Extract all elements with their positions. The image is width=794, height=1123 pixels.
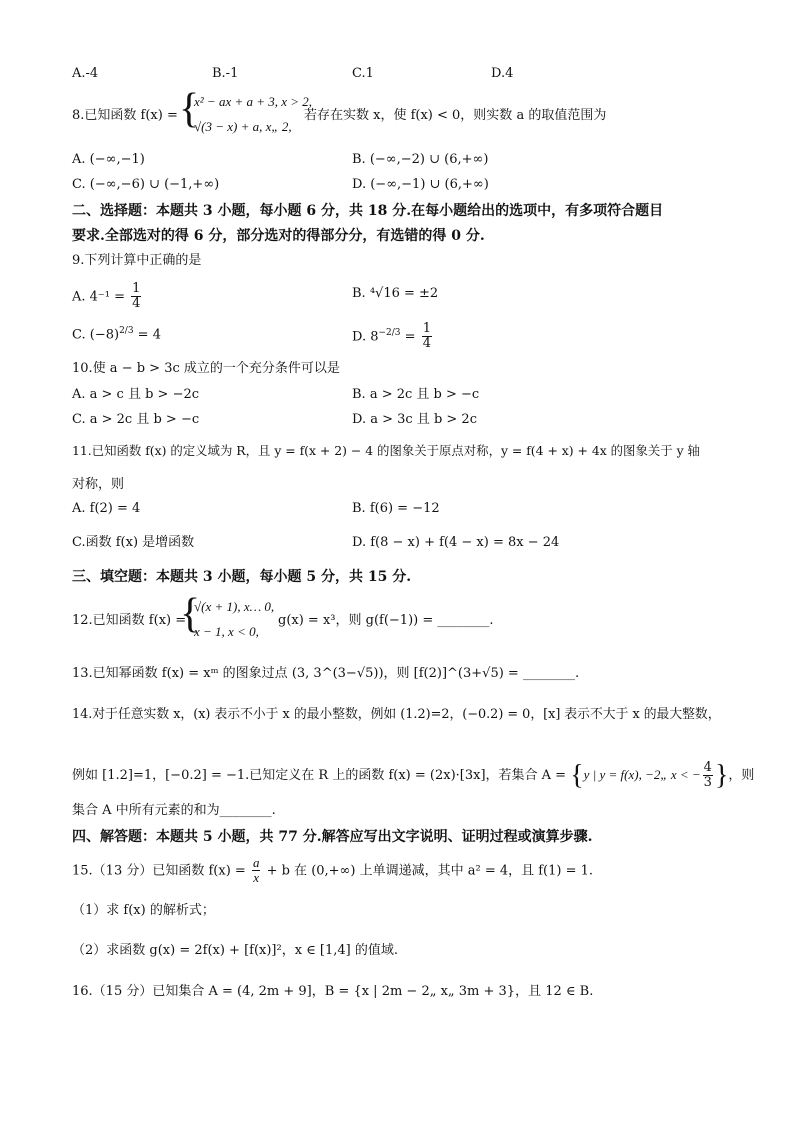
q10-option-d: D. a > 3c 且 b > 2c — [352, 412, 477, 427]
q10-option-c: C. a > 2c 且 b > −c — [72, 412, 200, 427]
q11-option-d: D. f(8 − x) + f(4 − x) = 8x − 24 — [352, 535, 560, 550]
q12-stem-suffix: g(x) = x³，则 g(f(−1)) = ________. — [278, 613, 494, 628]
q14-stem-line2: 例如 [1.2]=1，[−0.2] = −1.已知定义在 R 上的函数 f(x) = (2x)·[3x]，若集合 A = {y | y = f(x), −2„ x < − $\frac{4}{3}$ }，则 — [72, 759, 755, 791]
q10-option-b: B. a > 2c 且 b > −c — [352, 387, 480, 402]
q16-stem: 16.（15 分）已知集合 A = (4, 2m + 9]，B = {x | 2m − 2„ x„ 3m + 3}，且 12 ∈ B. — [72, 984, 594, 999]
q7-option-b: B.-1 — [212, 66, 239, 81]
q8-case-1: x² − ax + a + 3, x > 2, — [194, 94, 313, 109]
q11-option-c: C.函数 f(x) 是增函数 — [72, 535, 195, 550]
q8-option-b: B. (−∞,−2) ∪ (6,+∞) — [352, 152, 489, 167]
section-2-heading-line2: 要求.全部选对的得 6 分，部分选对的得部分分，有选错的得 0 分. — [72, 228, 485, 244]
q11-stem-line1: 11.已知函数 f(x) 的定义域为 R，且 y = f(x + 2) − 4 的图象关于原点对称，y = f(4 + x) + 4x 的图象关于 y 轴 — [72, 443, 700, 458]
q14-stem-line1: 14.对于任意实数 x，(x) 表示不小于 x 的最小整数，例如 (1.2)=2，(−0.2) = 0，[x] 表示不大于 x 的最大整数， — [72, 707, 721, 722]
q7-option-d: D.4 — [491, 66, 514, 81]
q15-part-2: （2）求函数 g(x) = 2f(x) + [f(x)]²，x ∈ [1,4] 的值域. — [72, 943, 399, 958]
q15-part-1: （1）求 f(x) 的解析式； — [72, 903, 215, 918]
q9-stem: 9.下列计算中正确的是 — [72, 253, 202, 268]
q9-option-d: D. $8^{-2/3}$ = $\frac{1}{4}$ — [352, 321, 431, 352]
q7-option-c: C.1 — [352, 66, 374, 81]
q8-option-d: D. (−∞,−1) ∪ (6,+∞) — [352, 177, 489, 192]
q8-option-c: C. (−∞,−6) ∪ (−1,+∞) — [72, 177, 220, 192]
q10-stem: 10.使 a − b > 3c 成立的一个充分条件可以是 — [72, 361, 340, 376]
section-3-heading: 三、填空题：本题共 3 小题，每小题 5 分，共 15 分. — [72, 569, 412, 585]
q8-stem-prefix: 8.已知函数 f(x) = — [72, 108, 178, 123]
q13-stem: 13.已知幂函数 f(x) = xᵐ 的图象过点 (3, 3^(3−√5))，则 [f(2)]^(3+√5) = ________. — [72, 666, 580, 681]
q9-option-c: C. $(-8)^{2/3} = 4$ — [72, 326, 161, 343]
section-2-heading-line1: 二、选择题：本题共 3 小题，每小题 6 分，共 18 分.在每小题给出的选项中，有多项符合题目 — [72, 203, 664, 219]
q12-case-1: √(x + 1), x… 0, — [194, 599, 275, 614]
q12-stem-prefix: 12.已知函数 f(x) = — [72, 613, 187, 628]
q15-stem: 15.（13 分）已知函数 f(x) = $\frac{a}{x}$ + b 在 (0,+∞) 上单调递减，其中 a² = 4，且 f(1) = 1. — [72, 855, 594, 886]
q11-option-b: B. f(6) = −12 — [352, 501, 440, 516]
q11-option-a: A. f(2) = 4 — [72, 501, 141, 516]
section-4-heading: 四、解答题：本题共 5 小题，共 77 分.解答应写出文字说明、证明过程或演算步骤. — [72, 829, 593, 845]
q14-stem-line3: 集合 A 中所有元素的和为________. — [72, 803, 276, 818]
q8-stem-suffix: 若存在实数 x，使 f(x) < 0，则实数 a 的取值范围为 — [304, 108, 607, 123]
q8-brace: { — [179, 86, 200, 132]
q8-case-2: √(3 − x) + a, x„ 2, — [194, 119, 292, 134]
q9-option-a: A. 4⁻¹ = $\frac{1}{4}$ — [72, 281, 141, 312]
q10-option-a: A. a > c 且 b > −2c — [72, 387, 200, 402]
q9-option-b: B. ⁴√16 = ±2 — [352, 286, 439, 301]
q11-stem-line2: 对称，则 — [72, 477, 125, 492]
q12-case-2: x − 1, x < 0, — [194, 624, 259, 639]
q8-option-a: A. (−∞,−1) — [72, 152, 145, 167]
q12-brace: { — [180, 591, 201, 637]
q7-option-a: A.-4 — [72, 66, 99, 81]
